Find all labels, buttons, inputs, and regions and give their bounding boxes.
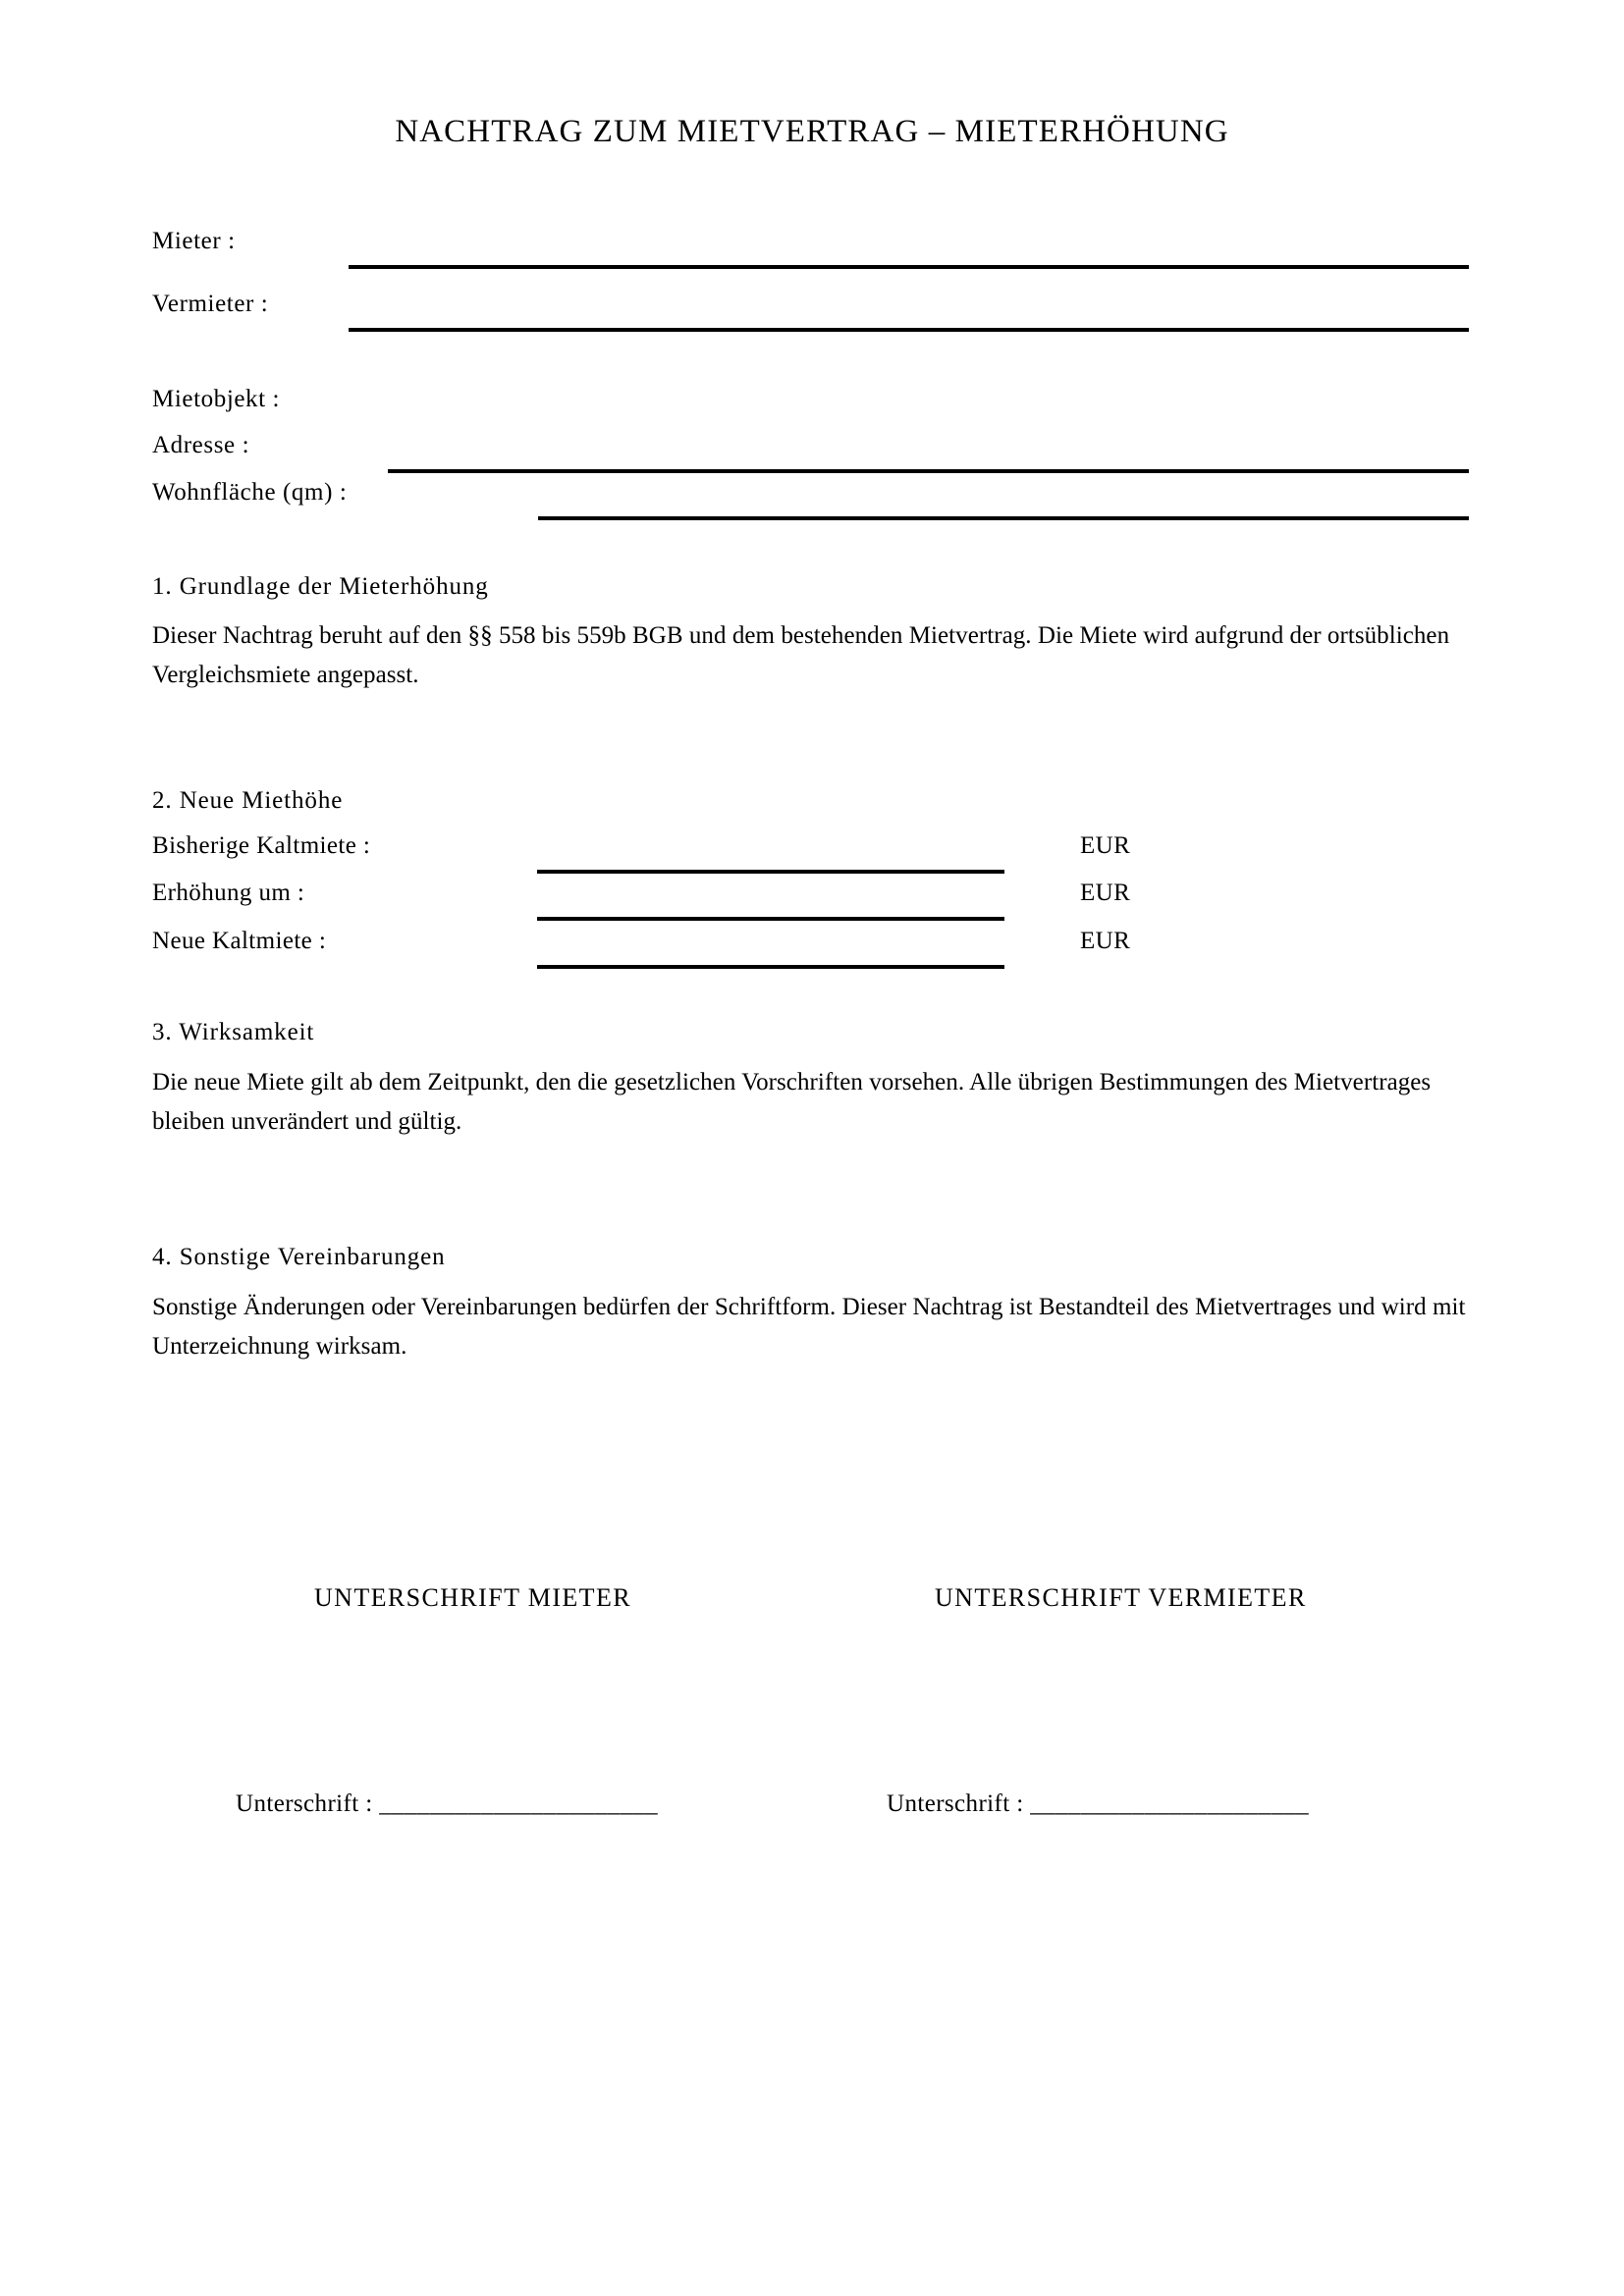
rent-row-increase bbox=[152, 880, 1330, 919]
field-row-property-object bbox=[152, 386, 1473, 425]
section-1-heading: 1. Grundlage der Mieterhöhung bbox=[152, 573, 489, 600]
tenant-input-rule[interactable] bbox=[349, 265, 1469, 269]
address-input-rule[interactable] bbox=[388, 469, 1469, 473]
rent-row-increase-label: Erhöhung um : bbox=[152, 880, 305, 906]
section-3-heading: 3. Wirksamkeit bbox=[152, 1019, 315, 1045]
landlord-input-rule[interactable] bbox=[349, 328, 1469, 332]
signature-caption-tenant: UNTERSCHRIFT MIETER bbox=[314, 1583, 631, 1612]
section-4-heading: 4. Sonstige Vereinbarungen bbox=[152, 1244, 446, 1270]
section-2-heading: 2. Neue Miethöhe bbox=[152, 787, 344, 814]
field-row-landlord bbox=[152, 291, 1473, 330]
living-area-input-rule[interactable] bbox=[538, 516, 1469, 520]
signature-line-tenant[interactable]: Unterschrift : ______________________ bbox=[236, 1790, 659, 1817]
rent-row-previous-currency: EUR bbox=[1080, 832, 1131, 859]
tenant-label: Mieter : bbox=[152, 228, 236, 254]
address-label: Adresse : bbox=[152, 432, 250, 458]
field-row-living-area bbox=[152, 479, 1473, 518]
rent-row-new-currency: EUR bbox=[1080, 928, 1131, 954]
rent-row-previous-input-rule[interactable] bbox=[537, 870, 1004, 874]
page-title: NACHTRAG ZUM MIETVERTRAG – MIETERHÖHUNG bbox=[395, 114, 1229, 149]
section-4-body: Sonstige Änderungen oder Vereinbarungen bedürfen der Schriftform. Dieser Nachtrag ist Bestandteil des Mietvertrages und wird mit Unterzeichnung wirksam. bbox=[152, 1294, 1466, 1360]
landlord-label: Vermieter : bbox=[152, 291, 269, 317]
signature-caption-landlord: UNTERSCHRIFT VERMIETER bbox=[935, 1583, 1307, 1612]
rent-row-increase-input-rule[interactable] bbox=[537, 917, 1004, 921]
rent-row-increase-currency: EUR bbox=[1080, 880, 1131, 906]
rent-row-previous-label: Bisherige Kaltmiete : bbox=[152, 832, 371, 859]
rent-row-new-label: Neue Kaltmiete : bbox=[152, 928, 327, 954]
property-object-label: Mietobjekt : bbox=[152, 386, 281, 412]
section-3-body: Die neue Miete gilt ab dem Zeitpunkt, den die gesetzlichen Vorschriften vorsehen. Alle übrigen Bestimmungen des Mietvertrages bleiben unverändert und gültig. bbox=[152, 1069, 1432, 1135]
living-area-label: Wohnfläche (qm) : bbox=[152, 479, 348, 506]
rent-row-new bbox=[152, 928, 1330, 967]
field-row-address bbox=[152, 432, 1473, 471]
rent-row-previous bbox=[152, 832, 1330, 872]
section-1-body: Dieser Nachtrag beruht auf den §§ 558 bis 559b BGB und dem bestehenden Mietvertrag. Die Miete wird aufgrund der ortsüblichen Vergleichsmiete angepasst. bbox=[152, 622, 1450, 688]
signature-line-landlord[interactable]: Unterschrift : ______________________ bbox=[887, 1790, 1310, 1817]
field-row-tenant bbox=[152, 228, 1473, 267]
rent-row-new-input-rule[interactable] bbox=[537, 965, 1004, 969]
